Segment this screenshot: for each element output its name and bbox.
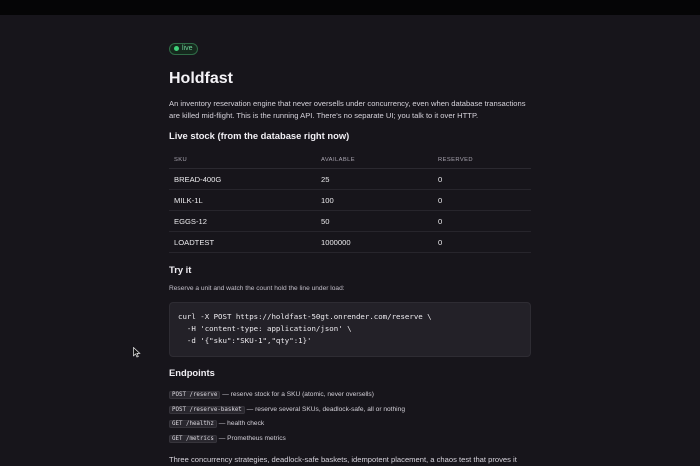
endpoint-description: — health check (218, 420, 265, 427)
browser-top-bar (0, 0, 700, 15)
stock-heading: Live stock (from the database right now) (169, 130, 350, 141)
curl-code-block[interactable]: curl -X POST https://holdfast-50gt.onrender.com/reserve \ -H 'content-type: application/json' \ -d '{"sku":"SKU-1","qty":1}' (169, 302, 531, 357)
available-cell: 50 (316, 211, 433, 232)
summary-text: Three concurrency strategies, deadlock-safe baskets, idempotent placement, a chaos test that proves it (169, 455, 517, 464)
list-item (169, 432, 531, 447)
available-cell: 25 (316, 169, 433, 190)
column-header-available: AVAILABLE (316, 151, 433, 169)
endpoints-heading: Endpoints (169, 367, 215, 378)
reserved-cell: 0 (433, 232, 531, 253)
status-badge (169, 43, 198, 55)
reserved-cell: 0 (433, 190, 531, 211)
list-item (169, 388, 531, 403)
endpoint-description: — reserve several SKUs, deadlock-safe, all or nothing (246, 405, 405, 413)
table-header-row (169, 151, 531, 169)
status-badge-label: live (182, 45, 193, 52)
endpoint-list (169, 388, 531, 446)
try-it-subtitle: Reserve a unit and watch the count hold the line under load: (169, 285, 345, 292)
table-row (169, 211, 531, 232)
main-content (169, 38, 531, 466)
reserved-cell: 0 (433, 211, 531, 232)
mouse-cursor-icon (133, 347, 141, 358)
list-item (169, 403, 531, 418)
endpoint-route: GET /metrics (169, 435, 217, 443)
available-cell: 1000000 (316, 232, 433, 253)
endpoint-route: POST /reserve-basket (169, 406, 245, 414)
stock-table (169, 151, 531, 253)
sku-cell: MILK-1L (169, 190, 316, 211)
column-header-reserved: RESERVED (433, 151, 531, 169)
sku-cell: LOADTEST (169, 232, 316, 253)
sku-cell: BREAD-400G (169, 169, 316, 190)
table-row (169, 232, 531, 253)
status-dot-icon (174, 46, 179, 51)
table-row (169, 190, 531, 211)
sku-cell: EGGS-12 (169, 211, 316, 232)
available-cell: 100 (316, 190, 433, 211)
endpoint-route: GET /healthz (169, 420, 217, 428)
page-title: Holdfast (169, 70, 233, 87)
list-item (169, 417, 531, 432)
endpoint-description: — reserve stock for a SKU (atomic, never oversells) (222, 391, 374, 398)
intro-text: An inventory reservation engine that never oversells under concurrency, even when database transactions are killed mid-flight. This is the running API. There's no separate UI; you talk to it over HTTP. (169, 99, 526, 120)
endpoint-description: — Prometheus metrics (218, 434, 286, 442)
reserved-cell: 0 (433, 169, 531, 190)
try-it-heading: Try it (169, 264, 192, 275)
endpoint-route: POST /reserve (169, 391, 220, 399)
column-header-sku: SKU (169, 151, 316, 169)
table-row (169, 169, 531, 190)
